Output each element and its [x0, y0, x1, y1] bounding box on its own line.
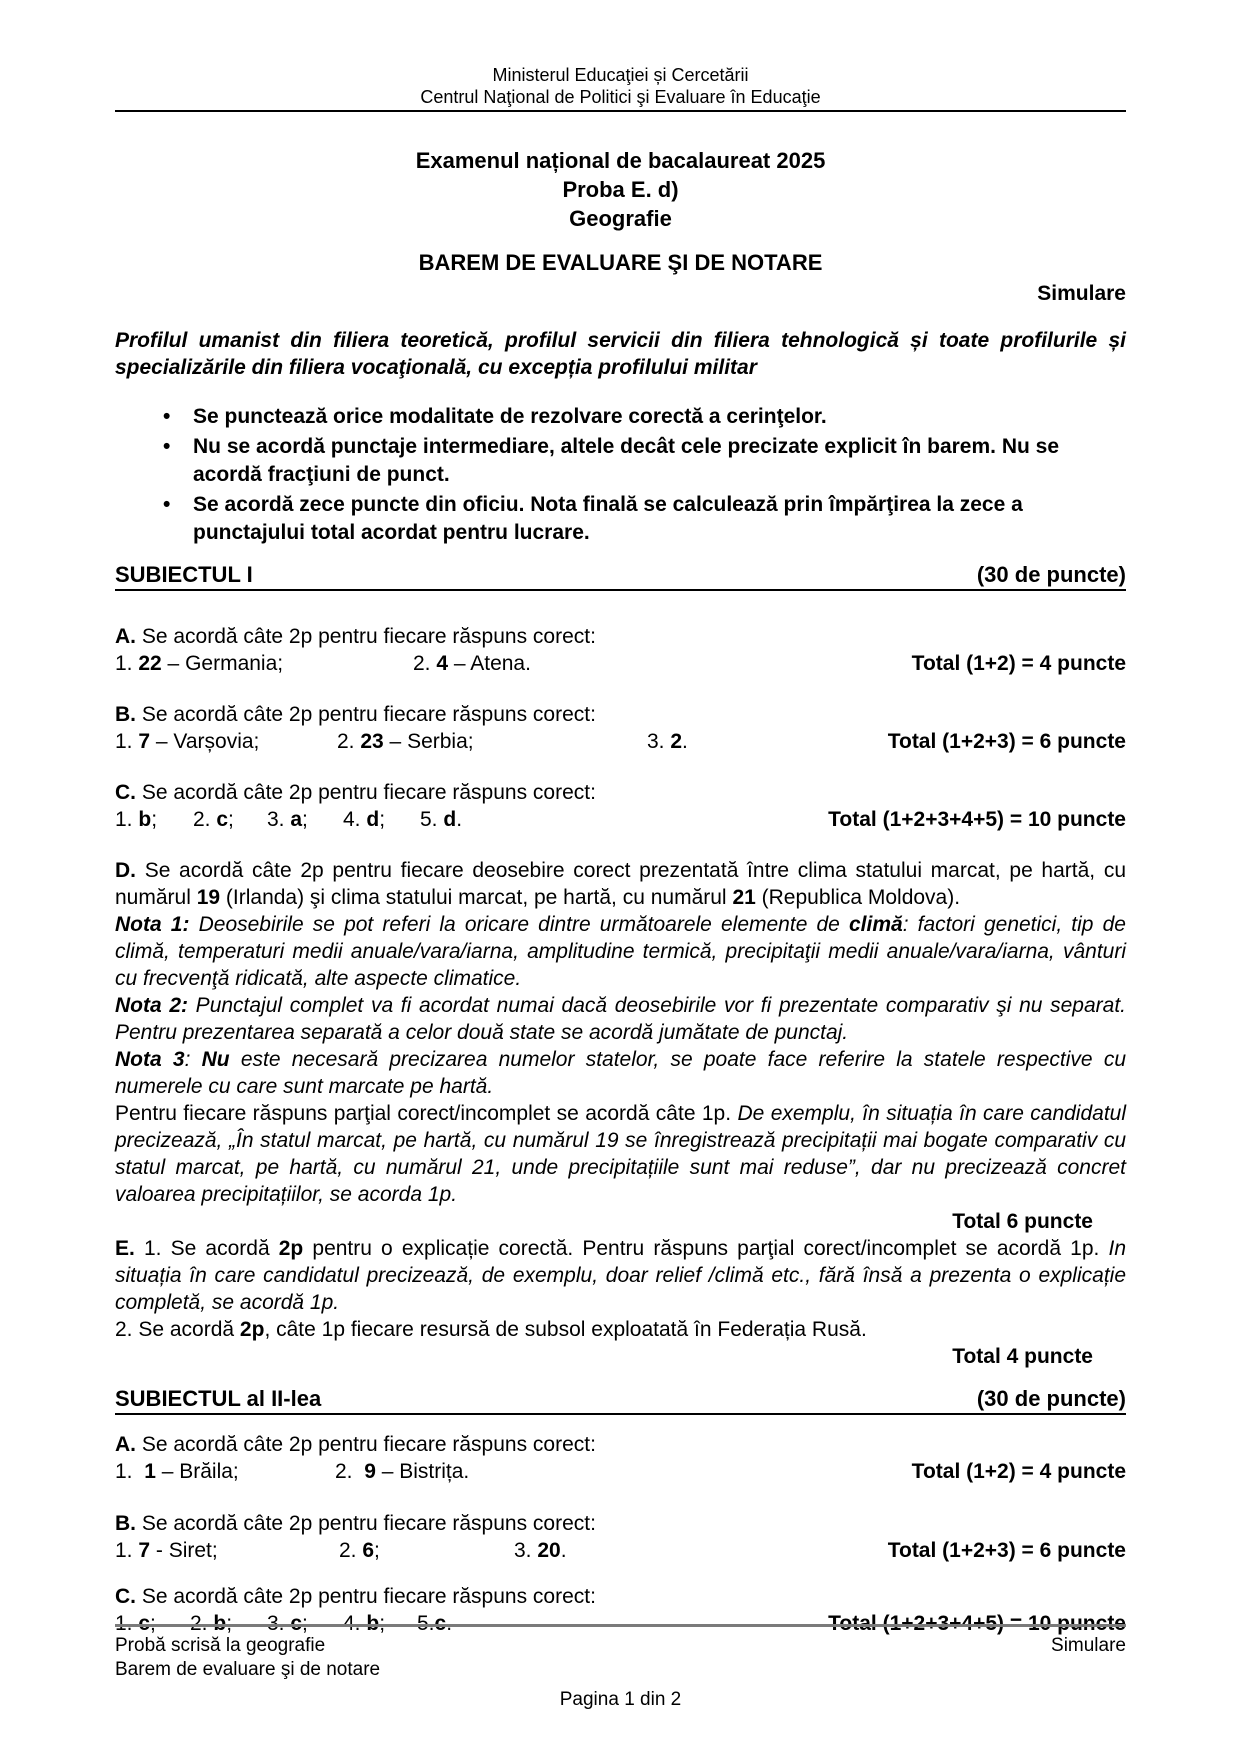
text-run: – Serbia; — [383, 730, 474, 753]
text-run: C. — [115, 781, 136, 804]
text-run: 1. — [115, 1539, 139, 1562]
text-run: 4. — [343, 1612, 367, 1635]
variant-label: Simulare — [1037, 282, 1126, 305]
subject1-section-d — [115, 857, 1126, 911]
text-run: Se acordă câte 2p pentru fiecare răspuns corect: — [136, 781, 596, 804]
text-run: , câte 1p fiecare resursă de subsol exploatată în Federația Rusă. — [264, 1318, 867, 1341]
subject2-heading-points: (30 de puncte) — [976, 1386, 1126, 1411]
text-run: 3. — [514, 1539, 538, 1562]
subject2-section-b — [115, 1510, 1126, 1564]
footer-page-number: Pagina 1 din 2 — [559, 1689, 682, 1710]
barem-title: BAREM DE EVALUARE ŞI DE NOTARE — [418, 250, 823, 275]
text-run: ; — [379, 1612, 386, 1635]
text-run: 3. — [647, 730, 671, 753]
text-run: . — [456, 808, 463, 831]
section-d-nota1 — [115, 911, 1126, 992]
text-run: Pentru fiecare răspuns parţial corect/incomplet se acordă câte 1p. — [115, 1102, 738, 1125]
subject1-section-e — [115, 1235, 1126, 1316]
text-run: A. — [115, 1433, 136, 1456]
answer-item — [267, 806, 343, 833]
text-run: 2. — [335, 1460, 365, 1483]
section-b-answers — [115, 728, 1126, 755]
section-c-label — [115, 779, 1126, 806]
text-run: 6 — [362, 1539, 375, 1562]
section-c-total: Total (1+2+3+4+5) = 10 puncte — [828, 1612, 1126, 1635]
subject1-section-c — [115, 779, 1126, 833]
section-a-label — [115, 1431, 1126, 1458]
text-run: 9 — [364, 1460, 376, 1483]
text-run: Se acordă câte 2p pentru fiecare răspuns corect: — [136, 625, 596, 648]
text-run: b — [213, 1612, 227, 1635]
answer-item — [337, 728, 647, 755]
answer-item — [413, 650, 531, 677]
text-run: 4. — [343, 808, 367, 831]
text-run: In situația în care candidatul precizează, de exemplu, doar relief /climă etc., fără însă a prezenta o explicație completă, se acordă 1p. — [115, 1237, 1126, 1314]
general-rule-item: • Nu se acordă punctaje intermediare, altele decât cele precizate explicit în barem. Nu se acordă fracţiuni de punct. — [115, 433, 1126, 489]
answer-item — [115, 728, 337, 755]
text-run: b — [138, 808, 152, 831]
text-run: c — [216, 808, 229, 831]
text-run: - Siret; — [150, 1539, 218, 1562]
text-run: 1 — [144, 1460, 156, 1483]
text-run: 21 — [732, 886, 756, 909]
text-run: D. — [115, 859, 136, 882]
text-run: Se acordă câte 2p pentru fiecare răspuns corect: — [136, 1512, 596, 1535]
text-run: 1. — [115, 652, 139, 675]
answer-item — [420, 806, 462, 833]
text-run: pentru o explicație corectă. Pentru răspuns parţial corect/incomplet se acordă 1p. — [303, 1237, 1109, 1260]
footer-row — [115, 1634, 1126, 1658]
section-a-answers — [115, 650, 1126, 677]
profile-note — [115, 327, 1126, 381]
text-run: Nu — [201, 1048, 230, 1071]
text-run: 1. Se acordă — [134, 1237, 279, 1260]
answer-item — [514, 1537, 567, 1564]
answer-item — [115, 650, 413, 677]
text-run: Nota 2: — [115, 994, 189, 1017]
answer-item — [647, 728, 688, 755]
section-e-total: Total 4 puncte — [952, 1345, 1093, 1368]
answer-item — [115, 1537, 339, 1564]
subject1-section-a — [115, 623, 1126, 677]
text-run: este necesară precizarea numelor statelor, se poate face referire la statele respective cu numerele cu care sunt marcate pe hartă. — [115, 1048, 1127, 1098]
text-run: 20 — [537, 1539, 561, 1562]
text-run: : — [184, 1048, 202, 1071]
section-d-nota3 — [115, 1046, 1126, 1100]
section-b-total: Total (1+2+3) = 6 puncte — [887, 1539, 1126, 1562]
text-run: 5. — [417, 1612, 435, 1635]
subject1-heading — [115, 564, 1126, 591]
text-run: ; — [302, 1612, 308, 1635]
section-a-answers — [115, 1458, 1126, 1485]
text-run: Nota 3 — [115, 1048, 185, 1071]
subject1-section-b — [115, 701, 1126, 755]
text-run: (Irlanda) şi clima statului marcat, pe hartă, cu numărul — [220, 886, 733, 909]
text-run: . — [682, 730, 688, 753]
section-a-total: Total (1+2) = 4 puncte — [911, 652, 1126, 675]
text-run: ; — [151, 808, 158, 831]
answer-item — [335, 1458, 469, 1485]
text-run: B. — [115, 703, 136, 726]
text-run: c — [138, 1612, 151, 1635]
text-run: 2. — [193, 808, 217, 831]
text-run: 4 — [436, 652, 449, 675]
text-run: ; — [150, 1612, 156, 1635]
text-run: Profilul umanist din filiera teoretică, profilul servicii din filiera tehnologică și toate profilurile și specializările din filiera vocaţională, cu excepția profilului militar — [115, 329, 1126, 379]
text-run: . — [446, 1612, 453, 1635]
subject1-heading-label: SUBIECTUL I — [115, 562, 253, 587]
text-run: De exemplu, în situația în care candidatul precizează, „În statul marcat, pe hartă, cu numărul 19 se înregistrează precipitații mai bogate comparativ cu statul marcat, pe hartă, cu numărul 21, unde precipitațiile sunt mai reduse”, dar nu precizează concret valoarea precipitațiilor, se acorda 1p. — [115, 1102, 1127, 1206]
text-run: 2p — [239, 1318, 265, 1341]
text-run: 2. — [413, 652, 437, 675]
text-run: ; — [302, 808, 308, 831]
text-run: 3. — [267, 1612, 291, 1635]
footer-variant: Simulare — [1051, 1635, 1126, 1656]
text-run: climă — [848, 913, 903, 936]
text-run: Se acordă câte 2p pentru fiecare deosebire corect prezentată între clima statului marcat, pe hartă, cu numărul — [115, 859, 1126, 909]
page-footer — [115, 1624, 1126, 1712]
text-run: 22 — [138, 652, 162, 675]
answer-item — [115, 1458, 335, 1485]
text-run: 2p — [278, 1237, 304, 1260]
text-run: 7 — [138, 730, 151, 753]
text-run: . — [560, 1539, 567, 1562]
answer-item — [193, 806, 267, 833]
text-run: Deosebirile se pot referi la oricare dintre următoarele elemente de — [189, 913, 849, 936]
text-run: Se acordă câte 2p pentru fiecare răspuns corect: — [136, 1585, 596, 1608]
text-run: 1. — [115, 730, 139, 753]
text-run: – Atena. — [448, 652, 531, 675]
general-rule-item: • Se acordă zece puncte din oficiu. Nota finală se calculează prin împărţirea la zece a punctajului total acordat pentru lucrare. — [115, 491, 1126, 547]
text-run: – Bistrița. — [375, 1460, 470, 1483]
section-e-item2 — [115, 1316, 1126, 1343]
answer-item — [343, 806, 420, 833]
text-run: Punctajul complet va fi acordat numai dacă deosebirile vor fi prezentate comparativ şi nu separat. Pentru prezentarea separată a celor două state se acordă jumătate de punctaj. — [115, 994, 1126, 1044]
text-run: d — [366, 808, 380, 831]
header-ministry: Ministerul Educaţiei și Cercetării — [492, 65, 749, 85]
text-run: b — [366, 1612, 380, 1635]
text-run: a — [290, 808, 303, 831]
general-rules-list — [115, 403, 1126, 547]
text-run: c — [290, 1612, 303, 1635]
subject2-section-a — [115, 1431, 1126, 1485]
text-run: Se acordă câte 2p pentru fiecare răspuns corect: — [136, 703, 596, 726]
exam-subject: Geografie — [569, 206, 672, 231]
text-run: 3. — [267, 808, 291, 831]
text-run: 2. Se acordă — [115, 1318, 240, 1341]
text-run: 5. — [420, 808, 444, 831]
subject1-heading-points: (30 de puncte) — [976, 562, 1126, 587]
answer-item — [339, 1537, 514, 1564]
header-center: Centrul Naţional de Politici şi Evaluare în Educaţie — [420, 87, 821, 107]
text-run: 2. — [339, 1539, 363, 1562]
section-b-label — [115, 701, 1126, 728]
text-run: 2. — [337, 730, 361, 753]
section-b-label — [115, 1510, 1126, 1537]
subject2-heading — [115, 1388, 1126, 1415]
text-run: (Republica Moldova). — [755, 886, 961, 909]
text-run: E. — [115, 1237, 135, 1260]
text-run: 1. — [115, 1612, 139, 1635]
section-a-total: Total (1+2) = 4 puncte — [911, 1460, 1126, 1483]
section-c-label — [115, 1583, 1126, 1610]
section-c-answers — [115, 806, 1126, 833]
footer-proba: Probă scrisă la geografie — [115, 1635, 326, 1656]
title-block — [115, 146, 1126, 233]
footer-divider — [115, 1624, 1126, 1627]
section-d-total: Total 6 puncte — [952, 1210, 1093, 1233]
text-run: 23 — [360, 730, 384, 753]
general-rule-item: • Se punctează orice modalitate de rezolvare corectă a cerinţelor. — [115, 403, 1126, 431]
footer-barem: Barem de evaluare şi de notare — [115, 1659, 381, 1680]
text-run: Nota 1: — [115, 913, 190, 936]
text-run: Se acordă câte 2p pentru fiecare răspuns corect: — [136, 1433, 596, 1456]
text-run: – Varșovia; — [150, 730, 260, 753]
text-run: ; — [226, 1612, 233, 1635]
text-run: A. — [115, 625, 136, 648]
text-run: 19 — [196, 886, 221, 909]
text-run: 7 — [138, 1539, 151, 1562]
text-run: 2. — [190, 1612, 214, 1635]
section-c-total: Total (1+2+3+4+5) = 10 puncte — [828, 808, 1126, 831]
section-d-nota2 — [115, 992, 1126, 1046]
text-run: B. — [115, 1512, 136, 1535]
section-a-label — [115, 623, 1126, 650]
text-run: – Brăila; — [155, 1460, 239, 1483]
text-run: – Germania; — [161, 652, 284, 675]
text-run: 2 — [670, 730, 683, 753]
exam-proba: Proba E. d) — [562, 177, 679, 202]
text-run: ; — [379, 808, 386, 831]
text-run: 1. — [115, 1460, 145, 1483]
text-run: : factori genetici, tip de climă, temperaturi medii anuale/vara/iarna, amplitudine termică, precipitaţii medii anuale/vara/iarna, vânturi cu frecvenţă ridicată, alte aspecte climatice. — [115, 913, 1126, 990]
section-d-partial-note — [115, 1100, 1126, 1208]
exam-title: Examenul național de bacalaureat 2025 — [415, 148, 826, 173]
subject2-heading-label: SUBIECTUL al II-lea — [115, 1386, 322, 1411]
document-header — [115, 64, 1126, 108]
section-b-total: Total (1+2+3) = 6 puncte — [887, 730, 1126, 753]
answer-item — [115, 806, 193, 833]
text-run: d — [443, 808, 457, 831]
header-divider — [115, 110, 1126, 112]
text-run: C. — [115, 1585, 136, 1608]
text-run: ; — [228, 808, 234, 831]
text-run: ; — [374, 1539, 380, 1562]
section-b-answers — [115, 1537, 1126, 1564]
text-run: 1. — [115, 808, 139, 831]
text-run: c — [434, 1612, 447, 1635]
